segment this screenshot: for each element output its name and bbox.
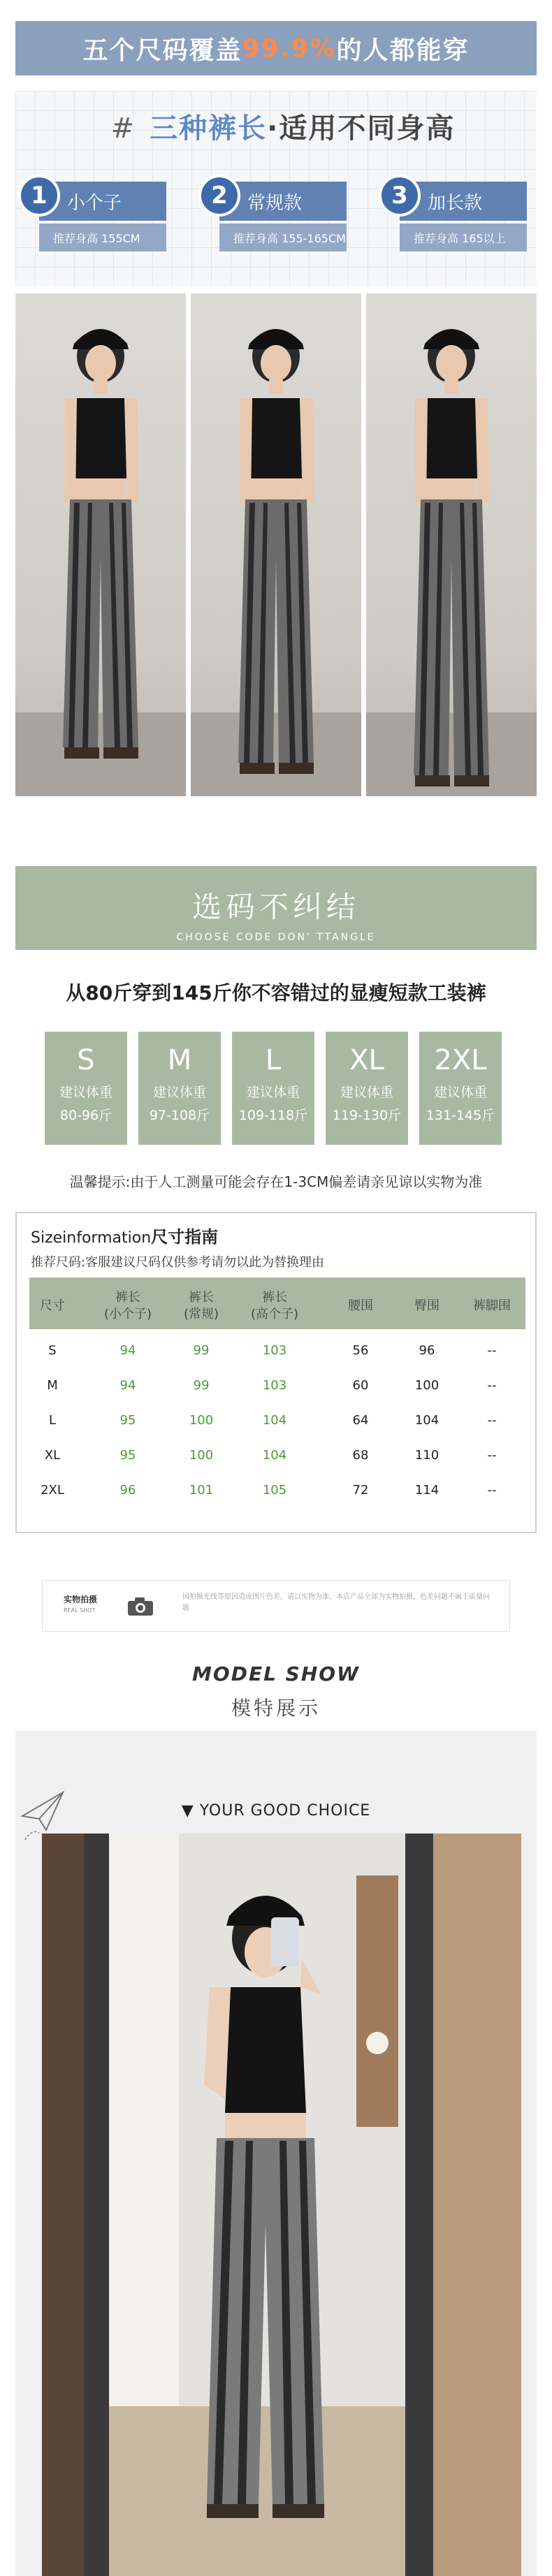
real-shot-title: 实物拍摄 — [64, 1595, 98, 1604]
length-subtitle — [15, 106, 537, 146]
length-card-long — [379, 175, 527, 261]
weight-box-size: L — [265, 1044, 282, 1076]
header-size: 尺寸 — [40, 1298, 65, 1313]
real-shot-notice — [42, 1580, 510, 1632]
model-photo-regular — [191, 293, 361, 796]
model-figure-icon — [15, 293, 186, 796]
length-card-name: 小个子 — [39, 182, 166, 221]
header-text-part2: 的人都能穿 — [336, 36, 470, 65]
cell-length-tall: 103 — [262, 1378, 287, 1393]
real-shot-sub: REAL SHOT — [64, 1607, 96, 1613]
cell-length-short: 96 — [119, 1483, 136, 1498]
weight-box-label: 建议体重 — [246, 1085, 300, 1100]
cell-hip: 100 — [414, 1378, 440, 1393]
length-card-height: 推荐身高 165以上 — [400, 224, 527, 251]
length-card-name: 常规款 — [219, 182, 347, 221]
header-length-short: 裤长 — [115, 1290, 140, 1305]
cell-hip: 96 — [419, 1343, 435, 1358]
size-table-title — [31, 1223, 218, 1247]
weight-box-range: 131-145斤 — [426, 1108, 495, 1123]
cell-hip: 104 — [414, 1413, 440, 1428]
cell-length-short: 95 — [119, 1448, 136, 1463]
header-highlight: 99.9% — [242, 34, 337, 63]
weight-box-s — [45, 1032, 127, 1145]
header-length-tall: 裤长 — [262, 1290, 287, 1305]
model-show-subtitle: 模特展示 — [231, 1697, 321, 1720]
header-length-short-sub: (小个子) — [103, 1307, 152, 1322]
choose-size-subtitle: CHOOSE CODE DON' TTANGLE — [176, 932, 376, 943]
cell-waist: 60 — [352, 1378, 369, 1393]
cell-length-regular: 99 — [193, 1378, 210, 1393]
cell-size: XL — [44, 1448, 61, 1463]
weight-box-label: 建议体重 — [152, 1085, 206, 1100]
weight-box-size: 2XL — [434, 1044, 487, 1076]
choose-size-banner — [15, 866, 537, 950]
size-table-subtitle: 推荐尺码:客服建议尺码仅供参考请勿以此为替换理由 — [31, 1255, 325, 1270]
cell-size: L — [48, 1413, 57, 1428]
camera-icon — [126, 1596, 154, 1617]
table-row — [29, 1343, 525, 1364]
length-card-number: 2 — [198, 175, 240, 217]
cell-hem: -- — [487, 1483, 497, 1498]
length-card-height: 推荐身高 155CM — [39, 224, 166, 251]
cell-waist: 68 — [352, 1448, 369, 1463]
weight-box-range: 80-96斤 — [59, 1108, 112, 1123]
cell-length-short: 94 — [119, 1378, 136, 1393]
length-card-height: 推荐身高 155-165CM — [219, 224, 347, 251]
cell-size: 2XL — [41, 1483, 64, 1498]
model-show-title: MODEL SHOW — [192, 1662, 360, 1685]
size-table — [15, 1212, 537, 1533]
cell-length-regular: 101 — [189, 1483, 214, 1498]
cell-hem: -- — [487, 1378, 497, 1393]
header-hip: 臀围 — [414, 1298, 440, 1313]
length-card-name: 加长款 — [400, 182, 527, 221]
weight-slogan: 从80斤穿到145斤你不容错过的显瘦短款工装裤 — [66, 981, 486, 1004]
weight-box-l — [232, 1032, 314, 1145]
cell-hem: -- — [487, 1343, 497, 1358]
cell-length-regular: 100 — [189, 1413, 214, 1428]
header-hem: 裤脚围 — [473, 1298, 511, 1313]
weight-box-xl — [326, 1032, 408, 1145]
model-photo-large — [42, 1834, 521, 2576]
model-figure-icon — [191, 293, 361, 796]
real-shot-text: 因拍摄光线等原因造成图片色差，请以实物为准，本店产品全部为实物拍摄，色差问题不属于质量问题 — [182, 1593, 490, 1612]
model-photo-long — [366, 293, 537, 796]
weight-box-m — [138, 1032, 221, 1145]
weight-box-label: 建议体重 — [340, 1085, 393, 1100]
subtitle-rest: ·适用不同身高 — [267, 112, 456, 145]
weight-box-2xl — [419, 1032, 502, 1145]
header-banner — [15, 21, 537, 75]
cell-length-tall: 104 — [262, 1448, 287, 1463]
cell-waist: 72 — [352, 1483, 369, 1498]
cell-length-tall: 103 — [262, 1343, 287, 1358]
cell-hip: 114 — [414, 1483, 440, 1498]
cell-length-regular: 99 — [193, 1343, 210, 1358]
length-card-number: 3 — [379, 175, 421, 217]
length-card-regular — [198, 175, 347, 261]
good-choice-label: ▼ YOUR GOOD CHOICE — [181, 1802, 371, 1820]
size-table-header — [29, 1278, 525, 1329]
weight-box-range: 109-118斤 — [238, 1108, 308, 1123]
weight-box-range: 97-108斤 — [149, 1108, 210, 1123]
hash-mark: # — [110, 112, 136, 145]
choose-size-title: 选码不纠结 — [191, 890, 360, 924]
cell-length-regular: 100 — [189, 1448, 214, 1463]
weight-box-size: S — [77, 1044, 95, 1076]
cell-waist: 64 — [352, 1413, 369, 1428]
header-text-part1: 五个尺码覆盖 — [82, 36, 242, 65]
cell-hem: -- — [487, 1413, 497, 1428]
cell-size: S — [48, 1343, 57, 1358]
length-card-number: 1 — [18, 175, 60, 217]
weight-box-size: M — [167, 1044, 192, 1076]
header-length-tall-sub: (高个子) — [250, 1307, 299, 1322]
cell-length-tall: 105 — [262, 1483, 287, 1498]
model-mirror-selfie-icon — [42, 1834, 521, 2576]
subtitle-blue: 三种裤长 — [150, 112, 268, 145]
table-row — [29, 1378, 525, 1399]
model-figure-icon — [366, 293, 537, 796]
cell-hip: 110 — [414, 1448, 440, 1463]
cell-hem: -- — [487, 1448, 497, 1463]
cell-size: M — [47, 1378, 58, 1393]
header-waist: 腰围 — [348, 1298, 373, 1313]
size-table-title-en: Sizeinformation — [31, 1229, 152, 1247]
cell-length-tall: 104 — [262, 1413, 287, 1428]
table-row — [29, 1413, 525, 1434]
weight-box-range: 119-130斤 — [332, 1108, 402, 1123]
table-row — [29, 1448, 525, 1469]
cell-waist: 56 — [352, 1343, 369, 1358]
header-length-regular-sub: (常规) — [183, 1307, 219, 1322]
header-length-regular: 裤长 — [189, 1290, 214, 1305]
weight-box-size: XL — [349, 1044, 384, 1076]
length-card-short — [18, 175, 166, 261]
weight-box-label: 建议体重 — [59, 1085, 112, 1100]
table-row — [29, 1483, 525, 1504]
length-section — [15, 91, 537, 286]
model-photo-short — [15, 293, 186, 796]
measurement-note: 温馨提示:由于人工测量可能会存在1-3CM偏差请亲见谅以实物为准 — [69, 1173, 483, 1190]
size-table-title-cn: 尺寸指南 — [151, 1227, 219, 1247]
cell-length-short: 94 — [119, 1343, 136, 1358]
weight-box-label: 建议体重 — [433, 1085, 487, 1100]
cell-length-short: 95 — [119, 1413, 136, 1428]
